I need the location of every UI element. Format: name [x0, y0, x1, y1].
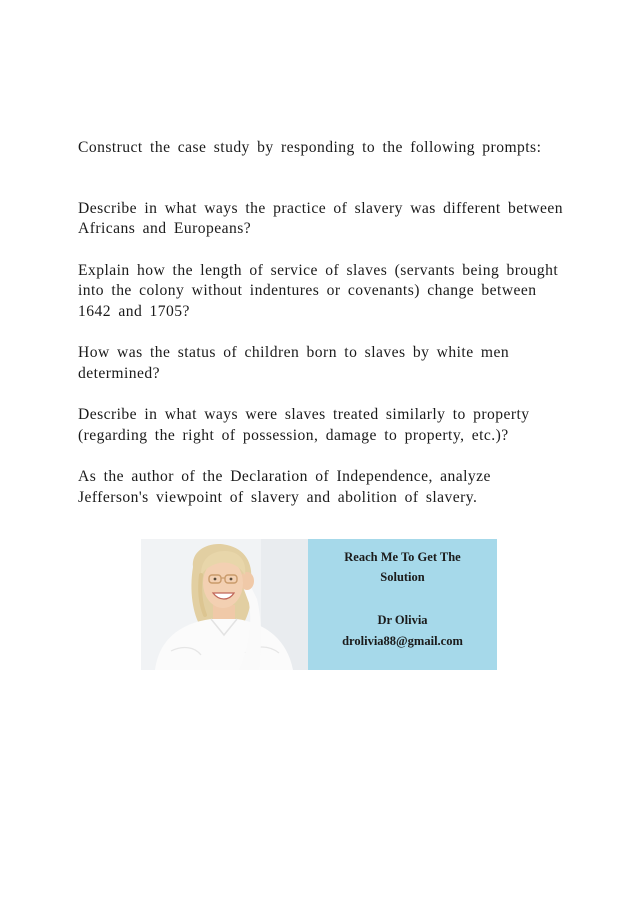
intro-paragraph: Construct the case study by responding to the following prompts: [78, 139, 542, 156]
contact-info-panel [308, 539, 497, 670]
document-body [78, 138, 568, 508]
ad-headline-line-2: Solution [380, 570, 425, 584]
prompt-paragraph-1: Describe in what ways the practice of slavery was different between Africans and Europeans? [78, 199, 564, 237]
woman-portrait-illustration [141, 539, 308, 670]
woman-photo [141, 539, 308, 670]
contact-name: Dr Olivia [377, 613, 428, 627]
prompt-paragraph-3: How was the status of children born to slaves by white men determined? [78, 344, 510, 382]
contact-ad-banner[interactable] [141, 539, 497, 670]
prompt-paragraph-4: Describe in what ways were slaves treated similarly to property (regarding the right of possession, damage to property, etc.)? [78, 406, 530, 444]
prompt-paragraph-2: Explain how the length of service of slaves (servants being brought into the colony without indentures or covenants) change between 1642 and 1705? [78, 261, 559, 320]
contact-email[interactable]: drolivia88@gmail.com [342, 634, 463, 648]
ad-headline-line-1: Reach Me To Get The [344, 550, 461, 564]
prompt-paragraph-5: As the author of the Declaration of Independence, analyze Jefferson's viewpoint of slavery and abolition of slavery. [78, 468, 491, 506]
